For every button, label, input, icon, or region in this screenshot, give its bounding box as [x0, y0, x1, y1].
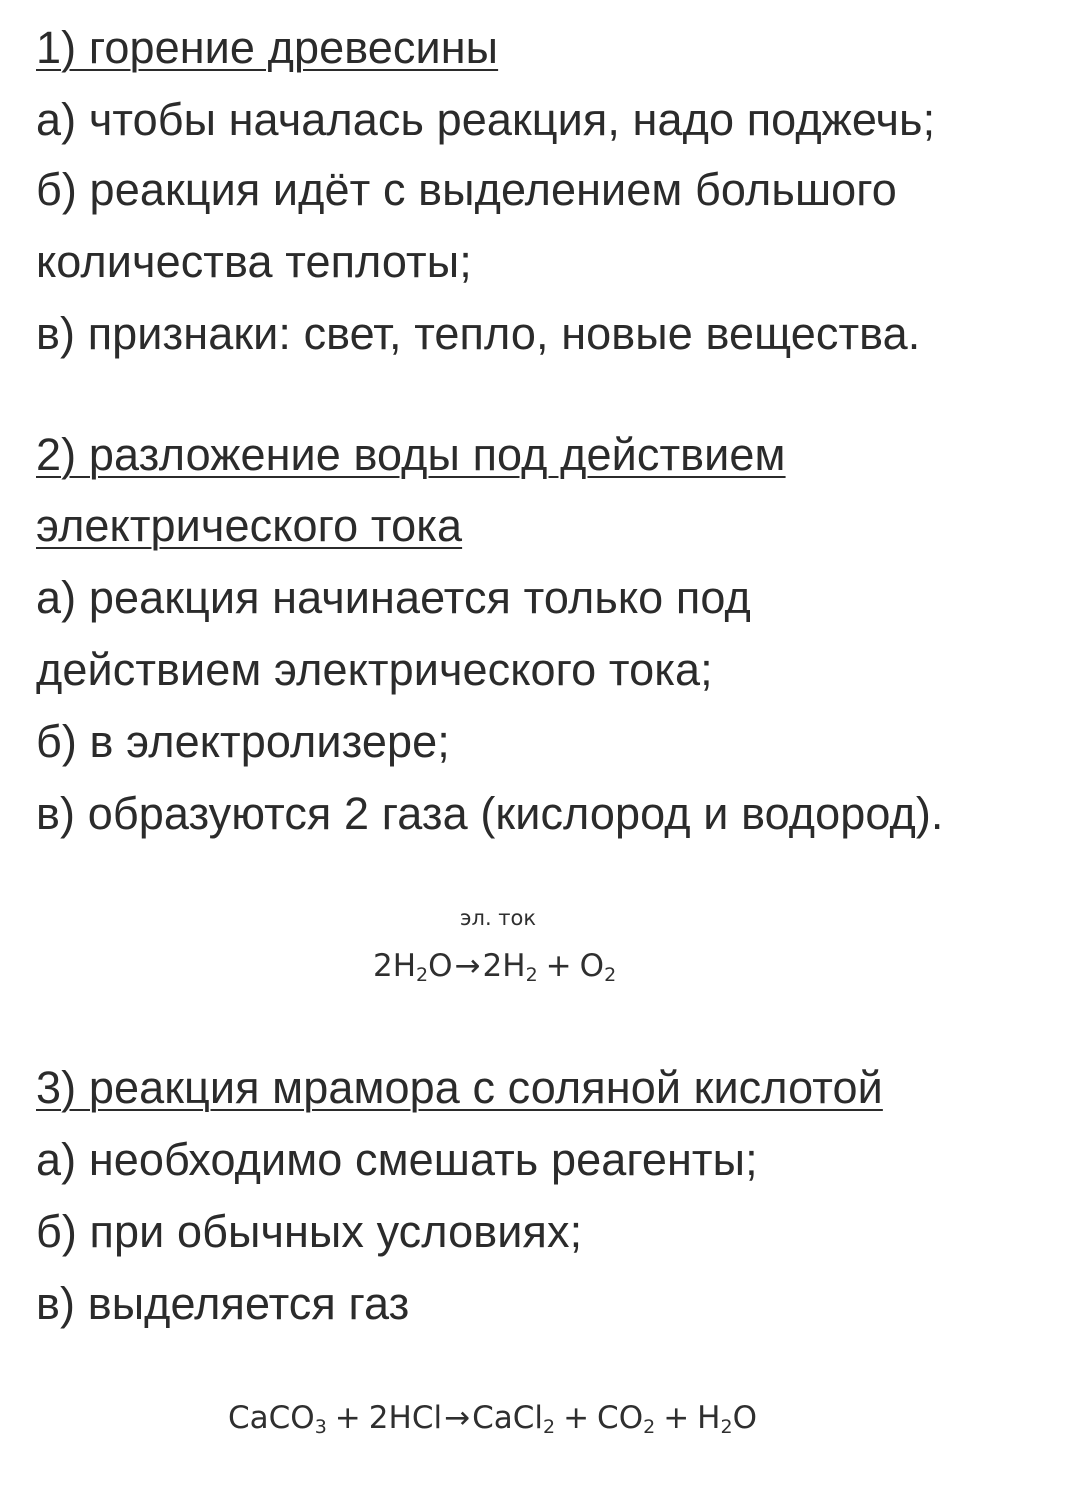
section-1-heading: 1) горение древесины	[36, 22, 499, 73]
section-2-item-c: в) образуются 2 газа (кислород и водород).	[36, 788, 944, 839]
equation-1	[373, 948, 616, 984]
equation-2-plus-1: +	[334, 1400, 361, 1436]
equation-1-product-2: $O_2$	[579, 948, 617, 986]
equation-2-product-3: $H_2O$	[697, 1400, 757, 1438]
section-1-item-b-line-2: количества теплоты;	[36, 236, 472, 287]
equation-1-condition: эл. ток	[460, 906, 537, 930]
section-2-heading-line-2: электрического тока	[36, 500, 463, 551]
equation-2-product-1: CaCl$_2$	[472, 1400, 556, 1438]
equation-2-plus-2: +	[563, 1400, 590, 1436]
section-2-item-a-line-1: а) реакция начинается только под	[36, 572, 751, 623]
section-3-heading: 3) реакция мрамора с соляной кислотой	[36, 1062, 883, 1113]
equation-1-plus: +	[545, 948, 572, 984]
equation-2	[228, 1400, 757, 1436]
section-1-item-b-line-1: б) реакция идёт с выделением большого	[36, 164, 897, 215]
equation-2-plus-3: +	[663, 1400, 690, 1436]
reaction-arrow-icon: →	[454, 948, 481, 984]
section-1-item-c: в) признаки: свет, тепло, новые вещества.	[36, 308, 921, 359]
equation-1-reactant: $2H_2O$	[373, 948, 453, 986]
equation-2-reactant-1: CaCO$_3$	[228, 1400, 327, 1438]
equation-2-product-2: $CO_2$	[597, 1400, 656, 1438]
section-2-heading-line-1: 2) разложение воды под действием	[36, 429, 786, 480]
section-2-item-b: б) в электролизере;	[36, 716, 450, 767]
equation-2-reactant-2: 2HCl	[368, 1400, 443, 1436]
section-3-item-b: б) при обычных условиях;	[36, 1206, 583, 1257]
section-3-item-c: в) выделяется газ	[36, 1278, 410, 1329]
section-1-item-a: а) чтобы началась реакция, надо поджечь;	[36, 94, 936, 145]
equation-1-product-1: $2H_2$	[482, 948, 538, 986]
section-3-item-a: а) необходимо смешать реагенты;	[36, 1134, 758, 1185]
reaction-arrow-icon: →	[444, 1400, 471, 1436]
section-2-item-a-line-2: действием электрического тока;	[36, 644, 713, 695]
